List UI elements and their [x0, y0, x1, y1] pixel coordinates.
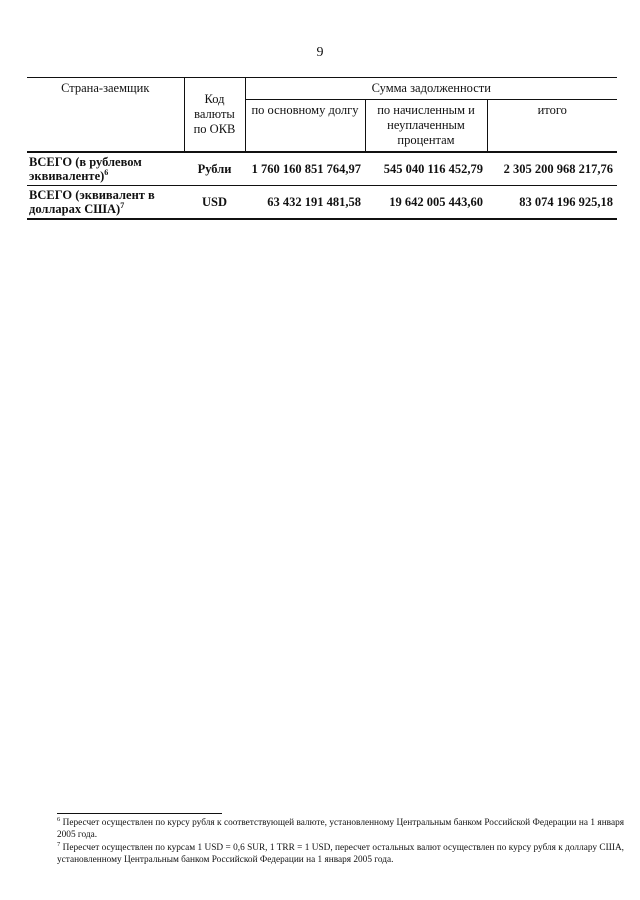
page-number: 9: [316, 45, 324, 60]
row-total: 2 305 200 968 217,76: [487, 152, 617, 186]
row-principal: 63 432 191 481,58: [245, 186, 365, 220]
row-label-text: ВСЕГО (в рублевом эквиваленте): [29, 155, 142, 183]
footnote-marker: 6: [57, 815, 61, 823]
row-currency-code: USD: [184, 186, 245, 220]
footnotes: [57, 817, 624, 867]
footnote-7: [57, 842, 624, 866]
footnote-marker: 7: [120, 200, 125, 210]
header-row-top: [27, 78, 617, 100]
row-label: [27, 186, 184, 220]
footnote-text: Пересчет осуществлен по курсу рубля к соответствующей валюте, установленному Центральным банком Российской Федерации на 1 января 2005 года.: [57, 818, 624, 840]
header-total: итого: [487, 100, 617, 153]
header-currency-code: Код валюты по ОКВ: [184, 78, 245, 153]
header-debt-sum: Сумма задолженности: [245, 78, 617, 100]
row-total: 83 074 196 925,18: [487, 186, 617, 220]
footnote-divider: [57, 813, 222, 814]
row-interest: 545 040 116 452,79: [365, 152, 487, 186]
footnote-text: Пересчет осуществлен по курсам 1 USD = 0,6 SUR, 1 TRR = 1 USD, пересчет остальных валют осуществлен по курсу рубля к доллару США, установленному Центральным банком Российской Федерации на 1 января 2005 года.: [57, 843, 624, 865]
header-principal: по основному долгу: [245, 100, 365, 153]
row-label-text: ВСЕГО (эквивалент в долларах США): [29, 188, 155, 216]
header-country: Страна-заемщик: [27, 78, 184, 153]
footnote-marker: 6: [104, 167, 109, 177]
footnote-6: [57, 817, 624, 841]
row-principal: 1 760 160 851 764,97: [245, 152, 365, 186]
footnote-marker: 7: [57, 840, 61, 848]
table-row: [27, 186, 617, 220]
row-interest: 19 642 005 443,60: [365, 186, 487, 220]
header-interest: по начисленным и неуплаченным процентам: [365, 100, 487, 153]
row-currency-code: Рубли: [184, 152, 245, 186]
debt-table: [27, 77, 617, 220]
table-row: [27, 152, 617, 186]
row-label: [27, 152, 184, 186]
